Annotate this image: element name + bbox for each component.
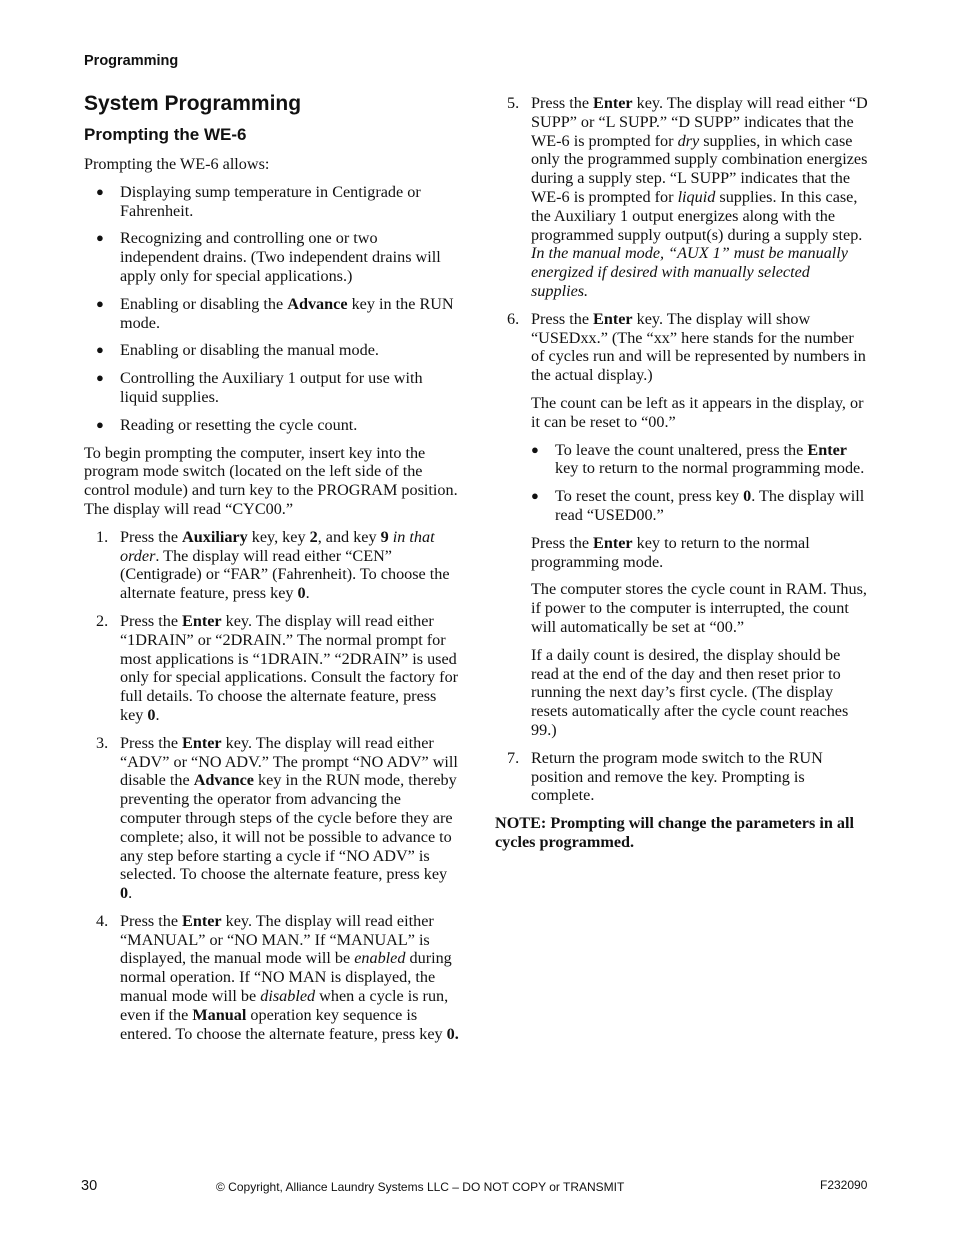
left-column [84, 90, 460, 1052]
bullet-icon: ● [96, 370, 104, 386]
begin-text: To begin prompting the computer, insert key into the program mode switch (located on the left side of the control module) and turn key to the PROGRAM position. The display will read “CYC00.” [84, 443, 458, 518]
bullet-icon: ● [96, 416, 104, 432]
list-item-text: To reset the count, press key 0. The display will read “USED00.” [555, 487, 865, 524]
step-6 [495, 310, 871, 740]
step-6-details [531, 394, 871, 740]
list-item [84, 369, 460, 407]
copyright-notice: © Copyright, Alliance Laundry Systems LLC – DO NOT COPY or TRANSMIT [216, 1180, 625, 1194]
list-item [84, 229, 460, 285]
bullet-icon: ● [96, 342, 104, 358]
step-3 [84, 734, 460, 903]
bullet-icon: ● [96, 295, 104, 311]
page-number: 30 [81, 1178, 98, 1194]
list-item [84, 183, 460, 221]
step-number: 5. [507, 94, 520, 112]
list-item [531, 441, 871, 479]
step-4 [84, 912, 460, 1044]
section-subtitle: Prompting the WE-6 [84, 125, 247, 144]
count-text: The count can be left as it appears in the display, or it can be reset to “00.” [531, 393, 864, 431]
ram-text: The computer stores the cycle count in RAM. Thus, if power to the computer is interrupted, the count will automatically be set at “00.” [531, 580, 867, 636]
step-text: Press the Enter key. The display will read either “MANUAL” or “NO MAN.” If “MANUAL” is displayed, the manual mode will be enabled during normal operation. If “NO MAN is displayed, the manual mode will be disabled when a cycle is run, even if the Manual operation key sequence is entered. To choose the alternate feature, press key 0. [120, 911, 459, 1043]
list-item [531, 487, 871, 525]
note-text: NOTE: Prompting will change the parameters in all cycles programmed. [495, 814, 854, 851]
step-1 [84, 528, 460, 603]
list-item-text: Reading or resetting the cycle count. [120, 415, 358, 434]
bullet-icon: ● [96, 230, 104, 246]
count-options-list [531, 441, 871, 525]
section-label: Programming [84, 53, 179, 69]
bullet-icon: ● [96, 183, 104, 199]
step-text: Press the Enter key. The display will read either “ADV” or “NO ADV.” The prompt “NO ADV” will disable the Advance key in the RUN mode, thereby preventing the operator from advancing the computer through steps of the cycle before they are complete; also, it will not be possible to advance to any step before starting a cycle if “NO ADV” is selected. To choose the alternate feature, press key 0. [120, 733, 458, 903]
intro-text: Prompting the WE-6 allows: [84, 155, 270, 173]
steps-list-left [84, 528, 460, 1044]
right-column [495, 94, 871, 861]
list-item-text: Controlling the Auxiliary 1 output for use with liquid supplies. [120, 369, 423, 406]
list-item-text: Enabling or disabling the manual mode. [120, 341, 379, 360]
step-number: 3. [96, 733, 109, 752]
step-2 [84, 612, 460, 725]
step-text: Press the Enter key. The display will read either “1DRAIN” or “2DRAIN.” The normal prompt for most applications is “1DRAIN.” “2DRAIN” is used only for special applications. Consult the factory for full details. To choose the alternate feature, press key 0. [120, 611, 459, 724]
list-item-text: Displaying sump temperature in Centigrade or Fahrenheit. [120, 182, 421, 220]
step-number: 7. [507, 748, 520, 767]
list-item-text: To leave the count unaltered, press the Enter key to return to the normal programming mode. [555, 440, 865, 478]
page-title: System Programming [84, 92, 302, 115]
step-number: 1. [96, 527, 109, 546]
return-text: Press the Enter key to return to the normal programming mode. [531, 533, 810, 571]
bullet-icon: ● [531, 441, 539, 457]
step-7 [495, 749, 871, 805]
step-number: 4. [96, 911, 109, 930]
step-number: 2. [96, 611, 109, 630]
document-number: F232090 [820, 1178, 868, 1192]
step-text: Press the Enter key. The display will show “USEDxx.” (The “xx” here stands for the number of cycles run and will be represented by numbers in the actual display.) [531, 309, 866, 385]
step-number: 6. [507, 309, 520, 328]
step-5 [495, 94, 871, 301]
step-text: Press the Enter key. The display will read either “D SUPP” or “L SUPP.” “D SUPP” indicates that the WE-6 is prompted for dry supplies, in which case only the programmed supply combination energizes during a supply step. “L SUPP” indicates that the WE-6 is prompted for liquid supplies. In this case, the Auxiliary 1 output energizes along with the programmed supply output(s) during a supply step. In the manual mode, “AUX 1” must be manually energized if desired with manually selected supplies. [531, 94, 868, 300]
step-text: Press the Auxiliary key, key 2, and key 9 in that order. The display will read either “CEN” (Centigrade) or “FAR” (Fahrenheit). To choose the alternate feature, press key 0. [120, 527, 450, 603]
list-item [84, 416, 460, 435]
steps-list-right [495, 94, 871, 805]
list-item-text: Enabling or disabling the Advance key in the RUN mode. [120, 294, 454, 332]
step-text: Return the program mode switch to the RUN position and remove the key. Prompting is complete. [531, 748, 823, 805]
list-item-text: Recognizing and controlling one or two independent drains. (Two independent drains will apply only for special applications.) [120, 229, 441, 285]
list-item [84, 341, 460, 360]
allows-list [84, 183, 460, 435]
list-item [84, 295, 460, 333]
bullet-icon: ● [531, 488, 539, 504]
daily-count-text: If a daily count is desired, the display should be read at the end of the day and then reset prior to running the next day’s first cycle. (The display resets automatically after the cycle count reaches 99.) [531, 645, 849, 739]
